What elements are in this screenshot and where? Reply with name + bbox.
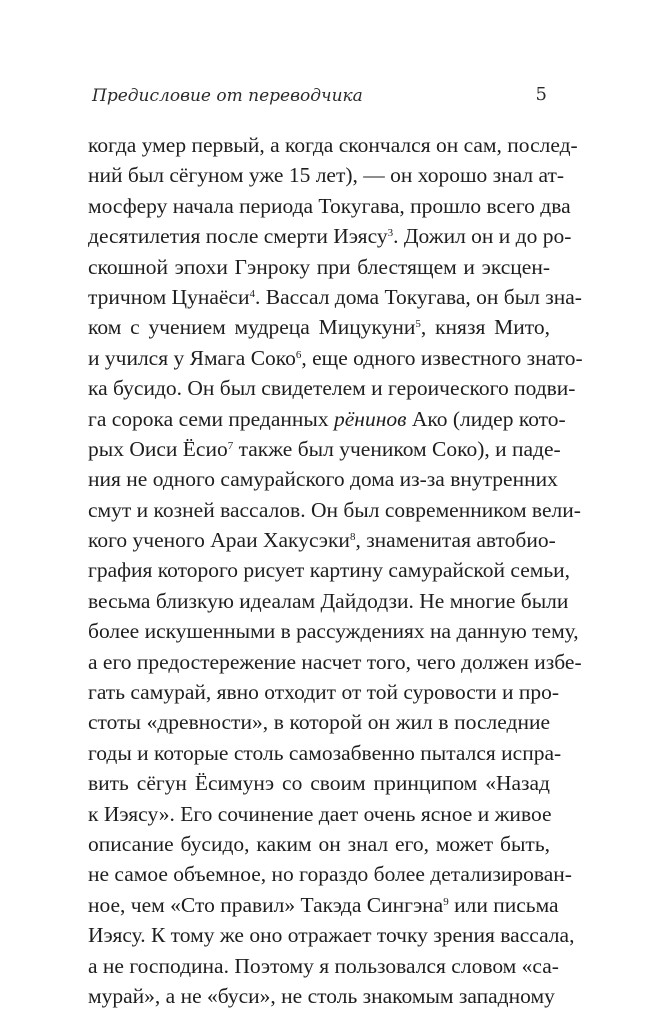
- text-line: га сорока семи преданных рёнинов Ако (лидер кото-: [88, 406, 566, 431]
- text-line: смут и козней вассалов. Он был современником вели-: [88, 497, 581, 522]
- text-line: ния не одного самурайского дома из-за внутренних: [88, 467, 558, 492]
- text-line: не самое объемное, но гораздо более детализирован-: [88, 862, 572, 887]
- footnote-marker[interactable]: 6: [295, 348, 302, 361]
- page-number: 5: [535, 84, 547, 105]
- footnote-marker[interactable]: 3: [387, 227, 394, 240]
- text-line: к Иэясу». Его сочинение дает очень ясное и живое: [88, 801, 552, 826]
- body-text: [88, 130, 583, 1011]
- text-line: а его предостережение насчет того, чего должен избе-: [88, 649, 582, 674]
- text-line: и учился у Ямага Соко$^6$, еще одного известного знато-: [88, 345, 583, 370]
- footnote-marker[interactable]: 9: [443, 895, 449, 908]
- footnote-marker[interactable]: 5: [415, 318, 421, 331]
- text-line: мосферу начала периода Токугава, прошло всего два: [88, 193, 571, 218]
- text-line: графия которого рисует картину самурайской семьи,: [88, 558, 571, 583]
- text-line: весьма близкую идеалам Дайдодзи. Не многие были: [88, 588, 569, 613]
- running-title: Предисловие от переводчика: [92, 86, 363, 106]
- text-line: ное, чем «Сто правил» Такэда Сингэна$^9$ или письма: [88, 892, 559, 917]
- text-line: описание бусидо, каким он знал его, может быть,: [88, 831, 550, 856]
- footnote-marker[interactable]: 8: [349, 530, 356, 543]
- text-line: гать самурай, явно отходит от той суровости и про-: [88, 680, 560, 705]
- italic-term: рёнинов: [333, 406, 407, 431]
- text-line: Иэясу. К тому же оно отражает точку зрения вассала,: [88, 923, 575, 948]
- text-line: ком с учением мудреца Мицукуни$^5$, князя Мито,: [88, 315, 550, 340]
- text-line: кого ученого Араи Хакусэки$^8$, знаменитая автобио-: [88, 528, 556, 553]
- text-line: рых Оиси Ёсио$^7$ также был учеником Соко), и паде-: [88, 436, 561, 461]
- text-line: годы и которые столь самозабвенно пытался испра-: [88, 740, 562, 765]
- text-line: вить сёгун Ёсимунэ со своим принципом «Назад: [88, 771, 550, 796]
- text-line: тричном Цунаёси$^4$. Вассал дома Токугава, он был зна-: [88, 284, 582, 309]
- text-line: а не господина. Поэтому я пользовался словом «са-: [88, 953, 559, 978]
- footnote-marker[interactable]: 4: [249, 287, 255, 300]
- text-line: мурай», а не «буси», не столь знакомым западному: [88, 983, 555, 1008]
- footnote-marker[interactable]: 7: [227, 439, 234, 452]
- text-line: десятилетия после смерти Иэясу$^3$. Дожил он и до ро-: [88, 224, 572, 249]
- text-line: когда умер первый, а когда скончался он сам, послед-: [88, 133, 578, 157]
- text-line: скошной эпохи Гэнроку при блестящем и эксцен-: [88, 254, 550, 279]
- text-line: стоты «древности», в которой он жил в последние: [88, 710, 550, 735]
- text-line: ка бусидо. Он был свидетелем и героического подви-: [88, 376, 576, 401]
- text-line: более искушенными в рассуждениях на данную тему,: [88, 619, 579, 644]
- text-line: ний был сёгуном уже 15 лет), — он хорошо знал ат-: [88, 163, 565, 188]
